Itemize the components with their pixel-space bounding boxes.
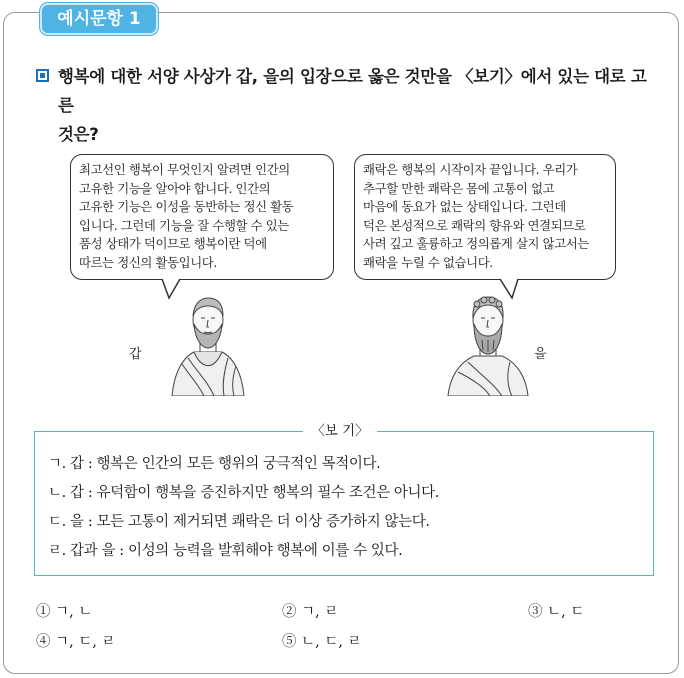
bubble-line: 사려 깊고 훌륭하고 정의롭게 살지 않고서는 <box>363 236 589 251</box>
bogi-item-giyeok: ㄱ. 갑 : 행복은 인간의 모든 행위의 궁극적인 목적이다. <box>48 456 381 472</box>
philosopher-eul-illustration <box>446 292 530 396</box>
bogi-item-nieun: ㄴ. 갑 : 유덕함이 행복을 증진하지만 행복의 필수 조건은 아니다. <box>48 485 439 501</box>
answer-choice-3[interactable]: ③ ㄴ, ㄷ <box>528 604 585 620</box>
answer-choice-2[interactable]: ② ㄱ, ㄹ <box>282 604 339 620</box>
speech-bubble-eul <box>354 154 616 280</box>
bubble-line: 따르는 정신의 활동입니다. <box>79 254 217 270</box>
bubble-line: 추구할 만한 쾌락은 몸에 고통이 없고 <box>363 180 555 196</box>
bubble-line: 고유한 기능을 알아야 합니다. 인간의 <box>79 180 271 196</box>
bogi-title: 〈보 기〉 <box>303 422 377 440</box>
bogi-item-rieul: ㄹ. 갑과 을 : 이성의 능력을 발휘해야 행복에 이를 수 있다. <box>48 543 403 559</box>
question-line-2: 것은? <box>58 125 99 144</box>
example-question-tag: 예시문항 1 <box>40 3 158 35</box>
speech-bubble-gap <box>70 154 334 280</box>
answer-choice-4[interactable]: ④ ㄱ, ㄷ, ㄹ <box>36 634 116 650</box>
bubble-line: 고유한 기능은 이성을 동반하는 정신 활동 <box>79 199 294 214</box>
question-line-1: 행복에 대한 서양 사상가 갑, 을의 입장으로 옳은 것만을 〈보기〉에서 있는 대로 고른 <box>58 67 647 115</box>
question-bullet-icon <box>36 69 49 82</box>
question-text <box>58 62 658 149</box>
label-gap: 갑 <box>129 347 142 362</box>
bubble-line: 쾌락은 행복의 시작이자 끝입니다. 우리가 <box>363 162 578 177</box>
bubble-line: 덕은 본성적으로 쾌락의 향유와 연결되므로 <box>363 217 586 233</box>
philosopher-gap-illustration <box>168 292 248 396</box>
bubble-line: 최고선인 행복이 무엇인지 알려면 인간의 <box>79 162 290 177</box>
bubble-line: 입니다. 그런데 기능을 잘 수행할 수 있는 <box>79 217 289 233</box>
answer-choice-5[interactable]: ⑤ ㄴ, ㄷ, ㄹ <box>282 634 362 650</box>
bubble-line: 쾌락을 누릴 수 없습니다. <box>363 254 493 270</box>
answer-choice-1[interactable]: ① ㄱ, ㄴ <box>36 604 93 620</box>
bubble-line: 마음에 동요가 없는 상태입니다. 그런데 <box>363 199 566 214</box>
bogi-item-digeut: ㄷ. 을 : 모든 고통이 제거되면 쾌락은 더 이상 증가하지 않는다. <box>48 514 430 530</box>
label-eul: 을 <box>534 347 547 362</box>
bubble-line: 품성 상태가 덕이므로 행복이란 덕에 <box>79 236 267 251</box>
